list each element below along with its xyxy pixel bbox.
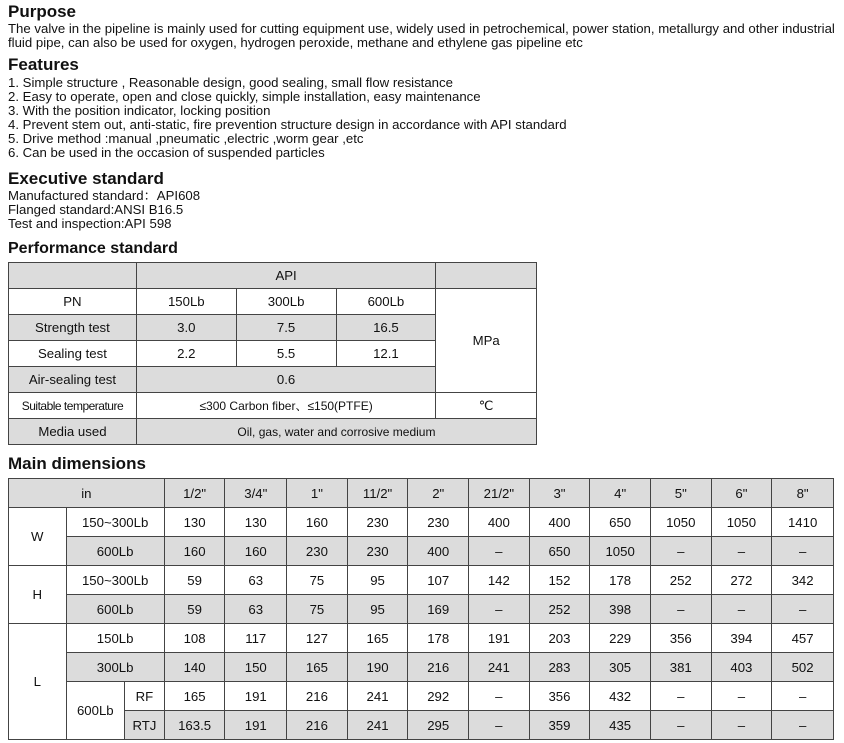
standard-item: Flanged standard:ANSI B16.5	[8, 202, 184, 217]
table-cell: 95	[347, 595, 408, 624]
row-label: 150~300Lb	[66, 508, 164, 537]
table-cell: 59	[164, 595, 225, 624]
table-cell: 16.5	[336, 315, 436, 341]
table-cell: 272	[711, 566, 772, 595]
table-cell: 650	[590, 508, 651, 537]
table-cell: 435	[590, 711, 651, 740]
table-cell: –	[711, 711, 772, 740]
in-label: in	[9, 479, 165, 508]
table-cell: 127	[287, 624, 348, 653]
table-row	[9, 479, 834, 508]
pn-label: PN	[9, 289, 137, 315]
table-cell: 160	[287, 508, 348, 537]
table-cell: 75	[287, 595, 348, 624]
flange-type-label: RTJ	[125, 711, 165, 740]
size-header: 21/2"	[469, 479, 530, 508]
table-cell: 252	[650, 566, 711, 595]
table-cell: –	[711, 595, 772, 624]
table-cell: 342	[772, 566, 834, 595]
feature-item: 3. With the position indicator, locking position	[8, 103, 271, 118]
feature-item: 6. Can be used in the occasion of suspended particles	[8, 145, 325, 160]
table-cell: 400	[469, 508, 530, 537]
table-cell: 130	[164, 508, 225, 537]
size-header: 1/2"	[164, 479, 225, 508]
table-cell: 1050	[711, 508, 772, 537]
table-cell: 400	[529, 508, 590, 537]
table-cell: 140	[164, 653, 225, 682]
table-cell: –	[650, 537, 711, 566]
table-cell: –	[469, 537, 530, 566]
row-label: 300Lb	[66, 653, 164, 682]
size-header: 3"	[529, 479, 590, 508]
size-header: 8"	[772, 479, 834, 508]
table-row	[9, 566, 834, 595]
table-cell: 190	[347, 653, 408, 682]
table-row	[9, 624, 834, 653]
class-header: 600Lb	[336, 289, 436, 315]
table-cell: –	[772, 595, 834, 624]
standard-item: Test and inspection:API 598	[8, 216, 172, 231]
table-cell: 12.1	[336, 341, 436, 367]
feature-item: 4. Prevent stem out, anti-static, fire prevention structure design in accordance with API standard	[8, 117, 567, 132]
dimension-label: W	[9, 508, 67, 566]
unit-celsius: ℃	[436, 393, 537, 419]
feature-item: 5. Drive method :manual ,pneumatic ,electric ,worm gear ,etc	[8, 131, 364, 146]
standard-item: Manufactured standard：API608	[8, 188, 201, 203]
table-row	[9, 653, 834, 682]
row-label: 150Lb	[66, 624, 164, 653]
table-cell: –	[469, 595, 530, 624]
dimensions-table	[8, 478, 834, 740]
flange-type-label: RF	[125, 682, 165, 711]
table-cell: 5.5	[236, 341, 336, 367]
size-header: 6"	[711, 479, 772, 508]
table-cell: 1410	[772, 508, 834, 537]
table-row	[9, 711, 834, 740]
table-cell: 107	[408, 566, 469, 595]
size-header: 1"	[287, 479, 348, 508]
table-cell: 398	[590, 595, 651, 624]
table-cell: 359	[529, 711, 590, 740]
performance-table	[8, 262, 537, 445]
row-label: Media used	[9, 419, 137, 445]
feature-item: 1. Simple structure , Reasonable design, good sealing, small flow resistance	[8, 75, 453, 90]
purpose-text: The valve in the pipeline is mainly used for cutting equipment use, widely used in petrochemical, power station, metallurgy and other industrial fluid pipe, can also be used for oxygen, hydrogen peroxide, methane and ethylene gas pipeline etc	[8, 21, 835, 50]
table-row	[9, 419, 537, 445]
unit-mpa: MPa	[436, 289, 537, 393]
table-cell: 356	[650, 624, 711, 653]
table-cell: 292	[408, 682, 469, 711]
table-cell: 1050	[590, 537, 651, 566]
table-cell: 432	[590, 682, 651, 711]
table-cell: 381	[650, 653, 711, 682]
table-row	[9, 682, 834, 711]
table-cell: 650	[529, 537, 590, 566]
table-cell: 295	[408, 711, 469, 740]
table-cell: 241	[347, 711, 408, 740]
table-cell: 2.2	[136, 341, 236, 367]
table-cell: 252	[529, 595, 590, 624]
table-cell: –	[469, 682, 530, 711]
class-header: 300Lb	[236, 289, 336, 315]
table-cell: 283	[529, 653, 590, 682]
table-cell: 230	[408, 508, 469, 537]
table-cell: 142	[469, 566, 530, 595]
table-cell: 191	[225, 682, 287, 711]
table-cell: 229	[590, 624, 651, 653]
table-cell: –	[650, 711, 711, 740]
table-cell: 165	[164, 682, 225, 711]
table-row	[9, 263, 537, 289]
size-header: 4"	[590, 479, 651, 508]
table-cell: 59	[164, 566, 225, 595]
table-cell: 178	[408, 624, 469, 653]
table-cell: 165	[287, 653, 348, 682]
table-row	[9, 595, 834, 624]
size-header: 11/2"	[347, 479, 408, 508]
table-cell: 305	[590, 653, 651, 682]
row-label: Sealing test	[9, 341, 137, 367]
table-cell: 63	[225, 595, 287, 624]
table-cell: 152	[529, 566, 590, 595]
table-cell: 394	[711, 624, 772, 653]
table-cell: 230	[347, 508, 408, 537]
row-label: 600Lb	[66, 537, 164, 566]
table-cell	[436, 263, 537, 289]
table-cell: 400	[408, 537, 469, 566]
table-cell: 117	[225, 624, 287, 653]
table-cell: 230	[287, 537, 348, 566]
table-cell: 216	[287, 711, 348, 740]
table-cell: 457	[772, 624, 834, 653]
purpose-heading: Purpose	[8, 2, 77, 21]
performance-standard-heading: Performance standard	[8, 240, 178, 257]
row-label: 150~300Lb	[66, 566, 164, 595]
table-cell: 95	[347, 566, 408, 595]
row-label: Air-sealing test	[9, 367, 137, 393]
table-cell: 216	[408, 653, 469, 682]
table-cell: 3.0	[136, 315, 236, 341]
feature-item: 2. Easy to operate, open and close quickly, simple installation, easy maintenance	[8, 89, 481, 104]
table-cell: 169	[408, 595, 469, 624]
table-cell: 163.5	[164, 711, 225, 740]
size-header: 5"	[650, 479, 711, 508]
table-cell: –	[711, 682, 772, 711]
table-cell: 165	[347, 624, 408, 653]
features-list	[8, 76, 567, 160]
main-dimensions-heading: Main dimensions	[8, 454, 146, 473]
api-header: API	[136, 263, 435, 289]
size-header: 2"	[408, 479, 469, 508]
table-cell: ≤300 Carbon fiber、≤150(PTFE)	[136, 393, 435, 419]
table-row	[9, 289, 537, 315]
class-header: 150Lb	[136, 289, 236, 315]
table-cell: –	[772, 682, 834, 711]
table-cell: 160	[164, 537, 225, 566]
table-cell: Oil, gas, water and corrosive medium	[136, 419, 536, 445]
table-cell: 502	[772, 653, 834, 682]
table-cell: 203	[529, 624, 590, 653]
table-cell: 130	[225, 508, 287, 537]
row-label: Suitable temperature	[9, 393, 137, 419]
table-cell: –	[772, 711, 834, 740]
row-label: 600Lb	[66, 595, 164, 624]
table-cell: –	[469, 711, 530, 740]
dimension-label: L	[9, 624, 67, 740]
table-cell: 216	[287, 682, 348, 711]
table-cell: –	[650, 595, 711, 624]
table-cell: 356	[529, 682, 590, 711]
table-cell: –	[650, 682, 711, 711]
table-cell: 241	[347, 682, 408, 711]
table-cell: 230	[347, 537, 408, 566]
table-cell: 191	[225, 711, 287, 740]
size-header: 3/4"	[225, 479, 287, 508]
table-cell: 7.5	[236, 315, 336, 341]
table-cell: 241	[469, 653, 530, 682]
dimensions-body	[9, 479, 834, 740]
table-cell: 63	[225, 566, 287, 595]
table-cell: 160	[225, 537, 287, 566]
executive-standard-heading: Executive standard	[8, 169, 164, 188]
table-cell: 191	[469, 624, 530, 653]
table-row	[9, 508, 834, 537]
table-cell: 178	[590, 566, 651, 595]
row-label: 600Lb	[66, 682, 125, 740]
dimension-label: H	[9, 566, 67, 624]
table-cell: 0.6	[136, 367, 435, 393]
row-label: Strength test	[9, 315, 137, 341]
table-cell: 403	[711, 653, 772, 682]
table-cell: –	[711, 537, 772, 566]
table-cell: 1050	[650, 508, 711, 537]
table-row	[9, 537, 834, 566]
table-cell: 108	[164, 624, 225, 653]
table-cell: 75	[287, 566, 348, 595]
features-heading: Features	[8, 55, 79, 74]
table-cell: –	[772, 537, 834, 566]
table-cell	[9, 263, 137, 289]
executive-standard-list	[8, 189, 200, 231]
table-cell: 150	[225, 653, 287, 682]
table-row	[9, 393, 537, 419]
